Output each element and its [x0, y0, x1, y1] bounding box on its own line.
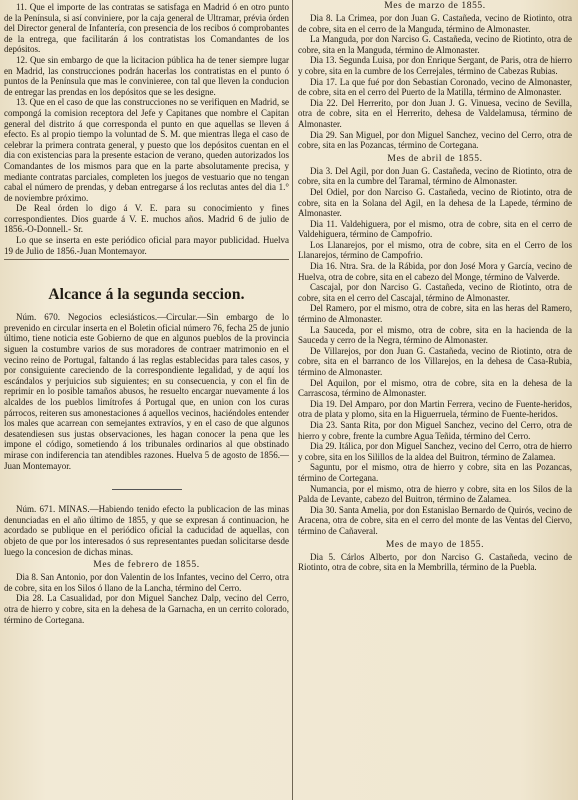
mine-entry: Dia 29. San Miguel, por don Miguel Sanchez, vecino del Cerro, otra de cobre, sita en las Pozancas, término de Cortegana.: [298, 129, 572, 151]
article-11: 11. Que el importe de las contratas se satisfaga en Madrid ó en otro punto de la Península, si así conviniere, por la caja general de Ultramar, prévia órden del Director general de Infantería, con presencia de los recibos ó comprobantes de la entrega, que facilitarán á los contratistas los Comandantes de los depósitos.: [4, 2, 289, 55]
right-column: [298, 0, 572, 800]
mine-entry: Dia 8. San Antonio, por don Valentin de los Infantes, vecino del Cerro, otra de cobre, sita en los Silos ó llano de la Lancha, término del Cerro.: [4, 572, 289, 593]
mine-entry: La Manguda, por don Narciso G. Castañeda, vecino de Riotinto, otra de cobre, sita en la Manguda, término de Almonaster.: [298, 34, 572, 55]
mine-entry: Dia 19. Del Amparo, por don Martin Ferrera, vecino de Fuente-heridos, otra de plata y plomo, sita en la Higuerruela, término de Fuente-heridos.: [298, 398, 572, 420]
mine-entry: Dia 11. Valdehiguera, por el mismo, otra de cobre, sita en el cerro de Valdehiguera, término de Campofrio.: [298, 218, 572, 240]
mine-entry: La Sauceda, por el mismo, otra de cobre, sita en la hacienda de la Sauceda y cerro de la Negra, término de Almonaster.: [298, 324, 572, 346]
section-title: Alcance á la segunda seccion.: [48, 286, 245, 304]
month-heading-may: Mes de mayo de 1855.: [385, 539, 485, 550]
mine-entry: Dia 16. Ntra. Sra. de la Rábida, por don José Mora y García, vecino de Huelva, otra de cobre, sita en el cabezo del Monge, término de Valverde.: [298, 261, 572, 282]
mine-entry: Del Aquilon, por el mismo, otra de cobre, sita en la dehesa de la Carrascosa, término de Almonaster.: [298, 377, 572, 399]
month-heading-february: Mes de febrero de 1855.: [93, 560, 200, 571]
mine-entry: Dia 17. La que fué por don Sebastian Coronado, vecino de Almonaster, de cobre, sita en el cerro del Puerto de la Matilla, término de Almonaster.: [298, 76, 572, 98]
mine-entry: Dia 5. Cárlos Alberto, por don Narciso G. Castañeda, vecino de Riotinto, otra de cobre, sita en la Membrilla, término de la Puebla.: [298, 551, 572, 573]
column-rule: [292, 0, 293, 800]
royal-order-closing: De Real órden lo digo á V. E. para su conocimiento y fines correspondientes. Dios guarde á V. E. muchos años. Madrid 6 de julio de 1856.-O-Donnell.- Sr.: [4, 203, 289, 235]
short-divider: [112, 489, 182, 490]
mine-entry: Cascajal, por don Narciso G. Castañeda, vecino de Riotinto, otra de cobre, sita en el cerro del Cascajal, término de Almonaster.: [298, 282, 572, 303]
mine-entry: Del Ramero, por el mismo, otra de cobre, sita en las heras del Ramero, término de Almonaster.: [298, 303, 572, 325]
decree-articles: [4, 2, 289, 256]
left-column: [4, 0, 289, 800]
mine-entry: Dia 29. Itálica, por don Miguel Sanchez, vecino del Cerro, otra de hierro y cobre, sita en los Silillos de la aldea del Buitron, término de Zalamea.: [298, 441, 572, 462]
mine-entry: Dia 30. Santa Amelia, por don Estanislao Bernardo de Quirós, vecino de Aracena, otra de cobre, sita en el cerro del monte de las Ventas del Ciervo, término de Cañaveral.: [298, 504, 572, 536]
section-divider: [4, 259, 289, 260]
mine-entry: Dia 22. Del Herrerito, por don Juan J. G. Vinuesa, vecino de Sevilla, otra de cobre, sita en el Herrerito, dehesa de Valdelamusa, término de Almonaster.: [298, 97, 572, 129]
article-13: 13. Que en el caso de que las construcciones no se verifiquen en Madrid, se compongá la comision receptora del Jefe y Capitanes que nombre el Capitan general del distrito á que corresponda el punto en que aquellas se lleven á efecto. Es al propio tiempo la voluntad de S. M. que mientras llega el caso de celebrar la primera contrata general, y puesto que los depósitos cuentan en el dia con existencias para la presente estacion de verano, queden autorizados los Comandantes de los mismos para que en la parte absolutamente precisa, y mediante contratas parciales, completen los juegos de vestuario que no tengan cabal el número de prendas, y deban entregarse á los reclutas antes del dia 1.° de noviembre próximo.: [4, 97, 289, 203]
mine-entry: Dia 13. Segunda Luisa, por don Enrique Sergant, de Paris, otra de hierro y cobre, sita en la cumbre de los Cerrejales, término de Cabezas Rubias.: [298, 55, 572, 76]
mine-entry: De Villarejos, por don Juan G. Castañeda, vecino de Riotinto, otra de cobre, sita en el barranco de los Villarejos, en la dehesa de Casa-Rubia, término de Almonaster.: [298, 345, 572, 377]
month-heading-april: Mes de abril de 1855.: [387, 153, 483, 164]
month-heading-march: Mes de marzo de 1855.: [384, 1, 486, 11]
mine-entry: Saguntu, por el mismo, otra de hierro y cobre, sita en las Pozancas, término de Cortegana.: [298, 462, 572, 483]
notice-671-minas: Núm. 671. MINAS.—Habiendo tenido efecto la publicacion de las minas denunciadas en el año último de 1855, y que se expresan á continuacion, he acordado se publique en el periódico oficial la caducidad de aquellas, con objeto de que por los interesados ó sus representantes puedan solicitarse desde luego la concesion de dichas minas.: [4, 504, 289, 557]
mine-entry: Los Llanarejos, por el mismo, otra de cobre, sita en el Cerro de los Llanarejos, término de Campofrio.: [298, 239, 572, 261]
insertion-note: Lo que se inserta en este periódico oficial para mayor publicidad. Huelva 19 de Julio de 1856.-Juan Montemayor.: [4, 235, 289, 256]
mine-entry: Dia 3. Del Agil, por don Juan G. Castañeda, vecino de Riotinto, otra de cobre, sita en la cumbre del Taramal, término de Almonaster.: [298, 165, 572, 187]
article-12: 12. Que sin embargo de que la licitacion pública ha de tener siempre lugar en Madrid, las construcciones podrán hacerlas los contratistas en el punto ó puntos de la Península que mas le convinieree, con tal que lleven la conducion de entregar las prendas en los depósitos que se les designe.: [4, 54, 289, 97]
mine-entry: Dia 28. La Casualidad, por don Miguel Sanchez Dalp, vecino del Cerro, otra de hierro y cobre, sita en la dehesa de la Garnacha, en un cerrito colorado, término de Cortegana.: [4, 593, 289, 625]
mine-entry: Numancia, por el mismo, otra de hierro y cobre, sita en los Silos de la Palda de Levante, cabezo del Buitron, término de Zalamea.: [298, 483, 572, 505]
mine-entry: Del Odiel, por don Narciso G. Castañeda, vecino de Riotinto, otra de cobre, sita en la Solana del Agil, en la dehesa de la Lapede, término de Almonaster.: [298, 186, 572, 219]
mine-entry: Dia 23. Santa Rita, por don Miguel Sanchez, vecino del Cerro, otra de hierro y cobre, frente la cumbre Agua Teñida, término del Cerro.: [298, 419, 572, 441]
mine-entry: Dia 8. La Crimea, por don Juan G. Castañeda, vecino de Riotinto, otra de cobre, sita en el cerro de la Manguda, término de Almonaster.: [298, 13, 572, 34]
notice-670: Núm. 670. Negocios eclesiásticos.—Circular.—Sin embargo de lo prevenido en circular inserta en el Boletin oficial número 76, fecha 25 de junio último, tiene noticia este Gobierno de que en algunos pueblos de la provincia siguen la costumbre varios de sus moradores de contraer matrimonio en el vecino reino de Portugal, faltando á las reglas establecidas para tales casos, y por consiguiente careciendo de la correspondiente legalidad, y de aquí los escándalos y perjuicios sub siguientes; en su consecuencia, y con el fin de reprimir en lo posible tamaños abusos, he resuelto encargar nuevamente á los alcaldes de los pueblos limítrofes á Portugal que, en union con los curas párrocos, reiteren sus amonestaciones á aquellos vecinos, haciéndoles entender los males que acarrean con semejantes extravíos, y en el caso de que algunos desatendiesen sus justas observaciones, les hagan conocer la pena que les impone el código, sometiendo á los tribunales ordinarios al que obstinado mirase con indiferencia tan atendibles razones. Huelva 5 de agosto de 1856.—Juan Montemayor.: [4, 312, 289, 471]
